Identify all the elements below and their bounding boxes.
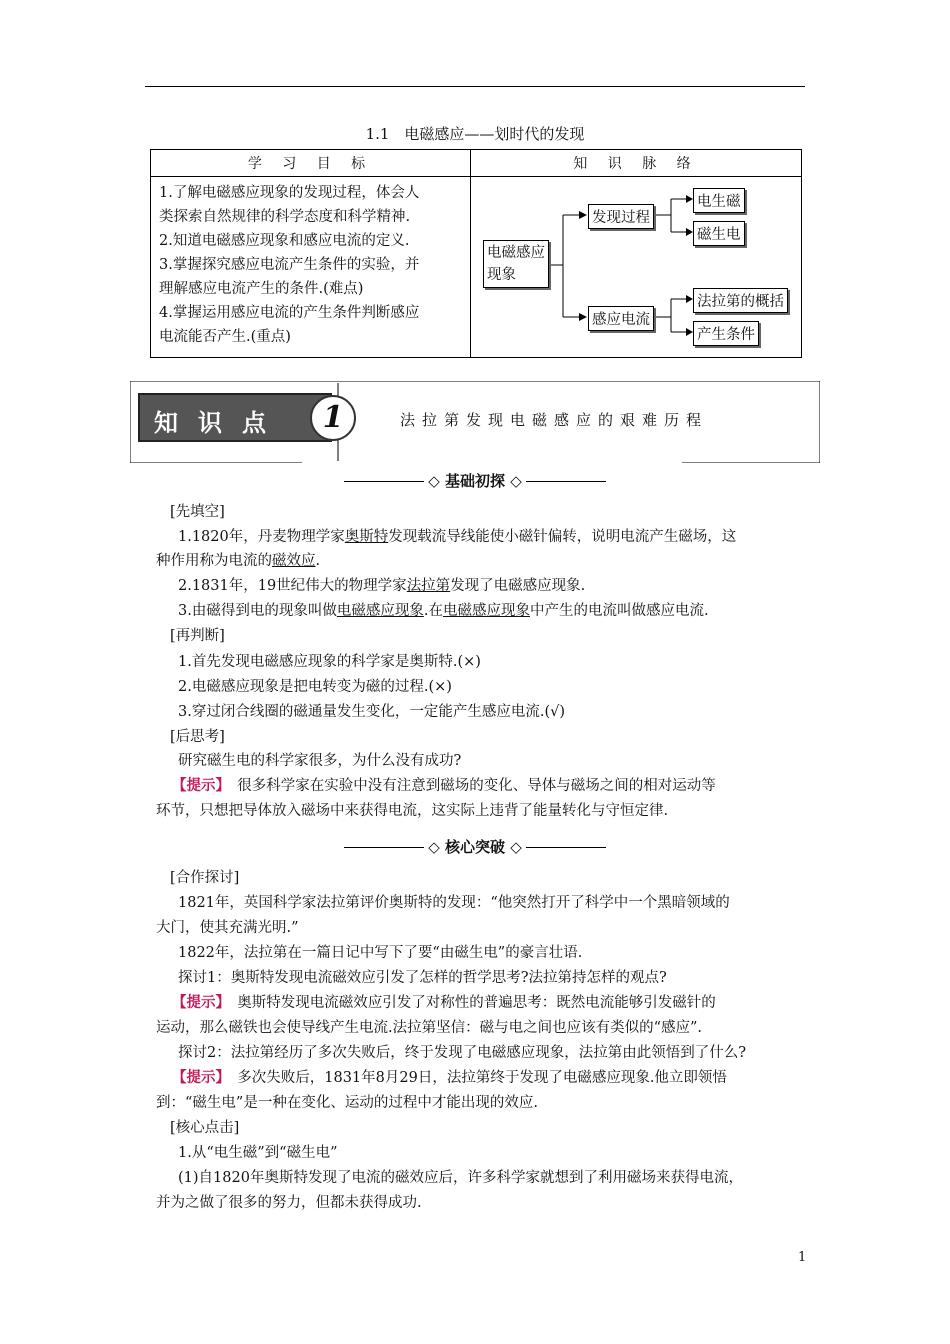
map-leaf-faraday-summary: 法拉第的概括 [693, 288, 788, 313]
think-heading: [后思考] [170, 729, 225, 745]
discussion-1: 探讨1：奥斯特发现电流磁效应引发了怎样的哲学思考?法拉第持怎样的观点? [178, 970, 667, 986]
page-title: 1.1 电磁感应——划时代的发现 [365, 125, 585, 143]
think-answer-cont: 环节，只想把导体放入磁场中来获得电流，这实际上违背了能量转化与守恒定律. [156, 803, 669, 819]
goals-header: 学 习 目 标 [151, 150, 471, 177]
knowledge-point-banner [130, 381, 820, 463]
goal-line: 理解感应电流产生的条件.(难点) [159, 281, 364, 297]
goals-list [151, 177, 471, 358]
map-leaf-conditions: 产生条件 [693, 321, 759, 346]
judge-heading: [再判断] [170, 628, 225, 644]
knowledge-map [471, 177, 802, 358]
goal-line: 3.掌握探究感应电流产生条件的实验，并 [159, 257, 420, 273]
discussion-1-answer-cont: 运动，那么磁铁也会使导线产生电流.法拉第坚信：磁与电之间也应该有类似的“感应”. [156, 1020, 703, 1036]
map-root-line2: 现象 [487, 267, 516, 283]
judge-item-1: 1.首先发现电磁感应现象的科学家是奥斯特.(×) [178, 654, 481, 670]
goal-line: 1.了解电磁感应现象的发现过程，体会人 [159, 185, 420, 201]
page-number: 1 [798, 1250, 807, 1265]
map-root-line1: 电磁感应 [487, 245, 545, 261]
section-heading-basic [0, 470, 950, 491]
goal-line: 2.知道电磁感应现象和感应电流的定义. [159, 233, 410, 249]
map-branch-induced-current: 感应电流 [588, 306, 654, 331]
tip-label: 【提示】 [172, 1070, 223, 1086]
discussion-1-answer: 【提示】 奥斯特发现电流磁效应引发了对称性的普遍思考：既然电流能够引发磁针的 [172, 995, 716, 1011]
discussion-2: 探讨2：法拉第经历了多次失败后，终于发现了电磁感应现象，法拉第由此领悟到了什么? [178, 1045, 746, 1061]
tip-label: 【提示】 [172, 995, 223, 1011]
map-header: 知 识 脉 络 [471, 150, 802, 177]
knowledge-point-label-box [138, 393, 332, 442]
section-heading-core-text: ◇ 核心突破 ◇ [428, 838, 522, 856]
goal-line: 4.掌握运用感应电流的产生条件判断感应 [159, 305, 420, 321]
map-root [483, 240, 549, 288]
coop-heading: [合作探讨] [170, 870, 240, 886]
knowledge-point-label: 知识点 [154, 409, 286, 437]
judge-item-3: 3.穿过闭合线圈的磁通量发生变化，一定能产生感应电流.(√) [178, 704, 565, 720]
map-branch-discovery: 发现过程 [588, 204, 654, 229]
goal-line: 类探索自然规律的科学态度和科学精神. [159, 209, 411, 225]
header-rule [145, 86, 805, 87]
map-leaf-magnetic-to-electric: 磁生电 [693, 221, 745, 246]
think-question: 研究磁生电的科学家很多，为什么没有成功? [178, 753, 462, 769]
judge-item-2: 2.电磁感应现象是把电转变为磁的过程.(×) [178, 679, 452, 695]
section-heading-basic-text: ◇ 基础初探 ◇ [428, 472, 522, 490]
goal-line: 电流能否产生.(重点) [159, 329, 291, 345]
fill-heading: [先填空] [170, 504, 225, 520]
discussion-2-answer-cont: 到：“磁生电”是一种在变化、运动的过程中才能出现的效应. [156, 1095, 538, 1111]
core-point-1: 1.从“电生磁”到“磁生电” [178, 1145, 338, 1161]
core-point-1a-cont: 并为之做了很多的努力，但都未获得成功. [156, 1195, 422, 1211]
banner-topic: 法拉第发现电磁感应的艰难历程 [400, 411, 709, 429]
objectives-table [150, 149, 802, 358]
fill-item-1-cont: 种作用称为电流的磁效应. [156, 553, 321, 569]
section-heading-core [0, 836, 950, 857]
tip-label: 【提示】 [172, 778, 223, 794]
core-heading: [核心点击] [170, 1120, 240, 1136]
fill-item-1: 1.1820年，丹麦物理学家奥斯特发现载流导线能使小磁针偏转，说明电流产生磁场，这 [178, 529, 737, 545]
coop-text-1: 1821年，英国科学家法拉第评价奥斯特的发现：“他突然打开了科学中一个黑暗领域的 [178, 895, 730, 911]
coop-text-2: 1822年，法拉第在一篇日记中写下了要“由磁生电”的豪言壮语. [178, 945, 583, 961]
think-answer: 【提示】 很多科学家在实验中没有注意到磁场的变化、导体与磁场之间的相对运动等 [172, 778, 716, 794]
fill-item-3: 3.由磁得到电的现象叫做电磁感应现象.在电磁感应现象中产生的电流叫做感应电流. [178, 603, 709, 619]
discussion-2-answer: 【提示】 多次失败后，1831年8月29日，法拉第终于发现了电磁感应现象.他立即领悟 [172, 1070, 727, 1086]
core-point-1a: (1)自1820年奥斯特发现了电流的磁效应后，许多科学家就想到了利用磁场来获得电流， [178, 1170, 743, 1186]
map-leaf-electric-to-magnetic: 电生磁 [693, 188, 745, 213]
knowledge-point-number: 1 [310, 395, 356, 441]
coop-text-1-cont: 大门，使其充满光明.” [156, 920, 299, 936]
fill-item-2: 2.1831年，19世纪伟大的物理学家法拉第发现了电磁感应现象. [178, 578, 586, 594]
